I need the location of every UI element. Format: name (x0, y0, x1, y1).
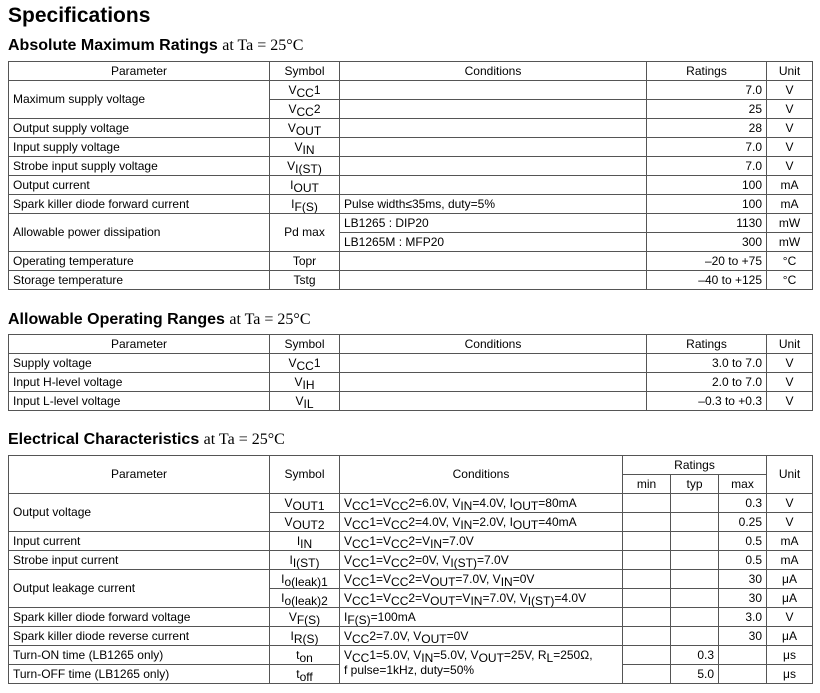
conditions-cell: $V_{CC}1=V_{CC}2=0V$, $V_{I(ST)}=7.0V$ (340, 551, 623, 570)
aor-table (8, 334, 813, 411)
table-row (9, 354, 813, 373)
max-cell: 30 (719, 627, 767, 646)
param-cell: Strobe input supply voltage (9, 157, 270, 176)
symbol-cell: $I_{R(S)}$ (270, 627, 340, 646)
unit-cell: °C (767, 271, 813, 290)
param-cell: Output current (9, 176, 270, 195)
header-row (9, 456, 813, 475)
col-symbol: Symbol (270, 62, 340, 81)
symbol-cell: $V_{IN}$ (270, 138, 340, 157)
param-cell: Operating temperature (9, 252, 270, 271)
conditions-cell: $I_{F(S)}=100mA$ (340, 608, 623, 627)
table-row (9, 157, 813, 176)
col-conditions: Conditions (340, 62, 647, 81)
symbol-cell: $V_{CC}2$ (270, 100, 340, 119)
conditions-cell: $V_{CC}1=V_{CC}2=V_{IN}=7.0V$ (340, 532, 623, 551)
rating-cell: 300 (647, 233, 767, 252)
rating-cell: 7.0 (647, 157, 767, 176)
param-cell: Maximum supply voltage (9, 81, 270, 119)
symbol-cell: $V_{OUT1}$ (270, 494, 340, 513)
unit-cell: V (767, 513, 813, 532)
param-cell: Input L-level voltage (9, 392, 270, 411)
table-row (9, 373, 813, 392)
param-cell: Spark killer diode forward voltage (9, 608, 270, 627)
abs-max-table (8, 61, 813, 290)
symbol-cell: $V_{CC}1$ (270, 354, 340, 373)
param-cell: Supply voltage (9, 354, 270, 373)
col-min: min (623, 475, 671, 494)
param-cell: Input H-level voltage (9, 373, 270, 392)
rating-cell: 25 (647, 100, 767, 119)
param-cell: Allowable power dissipation (9, 214, 270, 252)
rating-cell: 28 (647, 119, 767, 138)
max-cell: 0.25 (719, 513, 767, 532)
symbol-cell: $V_{CC}1$ (270, 81, 340, 100)
col-unit: Unit (767, 62, 813, 81)
typ-cell: 0.3 (671, 646, 719, 665)
unit-cell: V (767, 100, 813, 119)
table-row (9, 532, 813, 551)
conditions-cell: $V_{CC}1=V_{CC}2=4.0V$, $V_{IN}=2.0V$, $I_{OUT}=40mA$ (340, 513, 623, 532)
symbol-cell: $t_{on}$ (270, 646, 340, 665)
unit-cell: μs (767, 646, 813, 665)
symbol-cell: $t_{off}$ (270, 665, 340, 684)
symbol-cell: $I_{o(leak)2}$ (270, 589, 340, 608)
symbol-cell: $I_{I(ST)}$ (270, 551, 340, 570)
ec-table (8, 455, 813, 684)
param-cell: Output supply voltage (9, 119, 270, 138)
ec-title: Electrical Characteristics at Ta = 25°C (8, 431, 285, 448)
max-cell: 3.0 (719, 608, 767, 627)
table-row (9, 627, 813, 646)
symbol-cell: $V_{F(S)}$ (270, 608, 340, 627)
max-cell: 30 (719, 570, 767, 589)
unit-cell: mA (767, 532, 813, 551)
rating-cell: –20 to +75 (647, 252, 767, 271)
aor-title: Allowable Operating Ranges at Ta = 25°C (8, 311, 311, 328)
header-row (9, 335, 813, 354)
param-cell: Turn-OFF time (LB1265 only) (9, 665, 270, 684)
symbol-cell: $V_{OUT}$ (270, 119, 340, 138)
symbol-cell: Pd max (270, 214, 340, 252)
col-ratings: Ratings (647, 335, 767, 354)
col-symbol: Symbol (270, 456, 340, 494)
unit-cell: V (767, 157, 813, 176)
col-parameter: Parameter (9, 62, 270, 81)
symbol-cell: Topr (270, 252, 340, 271)
param-cell: Spark killer diode forward current (9, 195, 270, 214)
table-row (9, 608, 813, 627)
max-cell: 0.5 (719, 551, 767, 570)
unit-cell: V (767, 354, 813, 373)
unit-cell: V (767, 392, 813, 411)
param-cell: Turn-ON time (LB1265 only) (9, 646, 270, 665)
table-row (9, 271, 813, 290)
unit-cell: μA (767, 589, 813, 608)
unit-cell: mW (767, 233, 813, 252)
col-ratings: Ratings (647, 62, 767, 81)
param-cell: Spark killer diode reverse current (9, 627, 270, 646)
conditions-cell: Pulse width≤35ms, duty=5% (340, 195, 647, 214)
conditions-cell: LB1265M : MFP20 (340, 233, 647, 252)
col-ratings: Ratings (623, 456, 767, 475)
unit-cell: μA (767, 627, 813, 646)
rating-cell: 1130 (647, 214, 767, 233)
conditions-cell: $V_{CC}2=7.0V$, $V_{OUT}=0V$ (340, 627, 623, 646)
unit-cell: mA (767, 551, 813, 570)
table-row (9, 138, 813, 157)
col-typ: typ (671, 475, 719, 494)
typ-cell: 5.0 (671, 665, 719, 684)
table-row (9, 646, 813, 665)
page-title: Specifications (8, 4, 151, 27)
rating-cell: 100 (647, 176, 767, 195)
unit-cell: mA (767, 195, 813, 214)
symbol-cell: Tstg (270, 271, 340, 290)
param-cell: Output voltage (9, 494, 270, 532)
unit-cell: V (767, 373, 813, 392)
conditions-cell: LB1265 : DIP20 (340, 214, 647, 233)
table-row (9, 119, 813, 138)
unit-cell: V (767, 494, 813, 513)
rating-cell: –40 to +125 (647, 271, 767, 290)
table-row (9, 81, 813, 100)
col-conditions: Conditions (340, 335, 647, 354)
conditions-cell: $V_{CC}1=V_{CC}2=V_{OUT}=V_{IN}=7.0V$, $V_{I(ST)}=4.0V$ (340, 589, 623, 608)
unit-cell: μs (767, 665, 813, 684)
header-row (9, 62, 813, 81)
symbol-cell: $V_{I(ST)}$ (270, 157, 340, 176)
col-max: max (719, 475, 767, 494)
unit-cell: °C (767, 252, 813, 271)
unit-cell: V (767, 119, 813, 138)
param-cell: Storage temperature (9, 271, 270, 290)
symbol-cell: $I_{o(leak)1}$ (270, 570, 340, 589)
rating-cell: 2.0 to 7.0 (647, 373, 767, 392)
unit-cell: V (767, 81, 813, 100)
abs-max-title: Absolute Maximum Ratings at Ta = 25°C (8, 37, 304, 54)
symbol-cell: $V_{IL}$ (270, 392, 340, 411)
max-cell: 30 (719, 589, 767, 608)
rating-cell: 100 (647, 195, 767, 214)
symbol-cell: $I_{IN}$ (270, 532, 340, 551)
table-row (9, 570, 813, 589)
col-parameter: Parameter (9, 335, 270, 354)
table-row (9, 195, 813, 214)
rating-cell: 7.0 (647, 138, 767, 157)
table-row (9, 494, 813, 513)
unit-cell: mA (767, 176, 813, 195)
conditions-cell: $V_{CC}1=V_{CC}2=V_{OUT}=7.0V$, $V_{IN}=0V$ (340, 570, 623, 589)
table-row (9, 551, 813, 570)
param-cell: Strobe input current (9, 551, 270, 570)
unit-cell: V (767, 608, 813, 627)
param-cell: Output leakage current (9, 570, 270, 608)
table-row (9, 214, 813, 233)
symbol-cell: $I_{F(S)}$ (270, 195, 340, 214)
rating-cell: 3.0 to 7.0 (647, 354, 767, 373)
table-row (9, 252, 813, 271)
col-symbol: Symbol (270, 335, 340, 354)
col-conditions: Conditions (340, 456, 623, 494)
symbol-cell: $V_{IH}$ (270, 373, 340, 392)
rating-cell: 7.0 (647, 81, 767, 100)
unit-cell: mW (767, 214, 813, 233)
symbol-cell: $I_{OUT}$ (270, 176, 340, 195)
param-cell: Input current (9, 532, 270, 551)
table-row (9, 392, 813, 411)
param-cell: Input supply voltage (9, 138, 270, 157)
col-parameter: Parameter (9, 456, 270, 494)
table-row (9, 176, 813, 195)
unit-cell: μA (767, 570, 813, 589)
conditions-cell: $V_{CC}1=5.0V$, $V_{IN}=5.0V$, $V_{OUT}=25V$, $R_L=250\Omega$, f pulse=1kHz, duty=50% (340, 646, 623, 684)
col-unit: Unit (767, 335, 813, 354)
symbol-cell: $V_{OUT2}$ (270, 513, 340, 532)
col-unit: Unit (767, 456, 813, 494)
max-cell: 0.5 (719, 532, 767, 551)
unit-cell: V (767, 138, 813, 157)
max-cell: 0.3 (719, 494, 767, 513)
conditions-cell: $V_{CC}1=V_{CC}2=6.0V$, $V_{IN}=4.0V$, $I_{OUT}=80mA$ (340, 494, 623, 513)
rating-cell: –0.3 to +0.3 (647, 392, 767, 411)
